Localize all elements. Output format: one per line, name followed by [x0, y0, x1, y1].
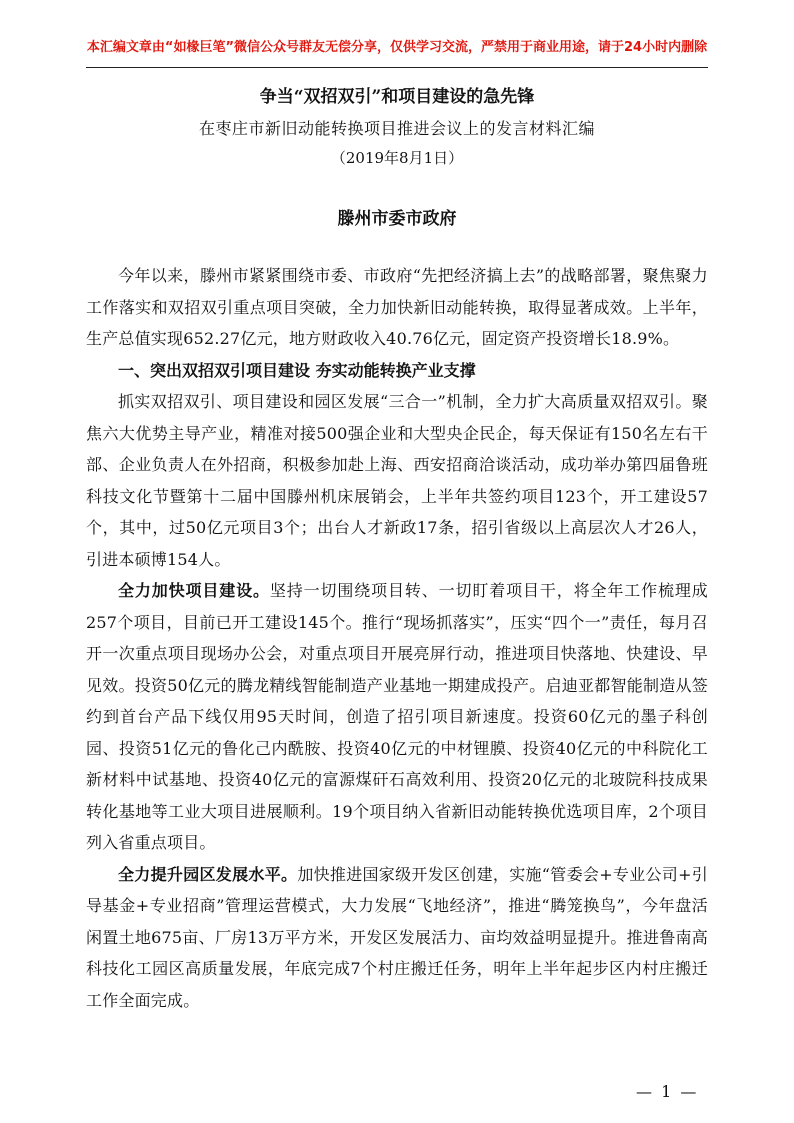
paragraph-lead: 全力提升园区发展水平。 — [118, 864, 298, 884]
section-heading: 一、突出双招双引项目建设 夯实动能转换产业支撑 — [118, 360, 476, 380]
document-body — [86, 260, 708, 1016]
disclaimer-banner: 本汇编文章由“如椽巨笔”微信公众号群友无偿分享，仅供学习交流，严禁用于商业用途，请于24小时内删除 — [86, 40, 708, 55]
paragraph-lead: 全力加快项目建设。 — [118, 581, 270, 600]
document-title: 争当“双招双引”和项目建设的急先锋 — [259, 87, 535, 107]
paragraph-intro: 今年以来，滕州市紧紧围绕市委、市政府“先把经济搞上去”的战略部署，聚焦聚力工作落实和双招双引重点项目突破，全力加快新旧动能转换，取得显著成效。上半年，生产总值实现652.27亿元，地方财政收入40.76亿元，固定资产投资增长18.9%。 — [86, 266, 708, 348]
document-date: （2019年8月1日） — [330, 149, 464, 167]
paragraph-parks — [86, 859, 708, 1017]
paragraph-text: 坚持一切围绕项目转、一切盯着项目干，将全年工作梳理成257个项目，目前已开工建设145个。推行“现场抓落实”，压实“四个一”责任，每月召开一次重点项目现场办公会，对重点项目开展亮屏行动，推进项目快落地、快建设、早见效。投资50亿元的腾龙精线智能制造产业基地一期建成投产。启迪亚都智能制造从签约到首台产品下线仅用95天时间，创造了招引项目新速度。投资60亿元的墨子科创园、投资51亿元的鲁化己内酰胺、投资40亿元的中材锂膜、投资40亿元的中科院化工新材料中试基地、投资40亿元的富源煤矸石高效利用、投资20亿元的北玻院科技成果转化基地等工业大项目进展顺利。19个项目纳入省新旧动能转换优选项目库，2个项目列入省重点项目。 — [86, 581, 708, 852]
document-subtitle: 在枣庄市新旧动能转换项目推进会议上的发言材料汇编 — [198, 119, 595, 138]
paragraph-projects — [86, 575, 708, 859]
page-number: — 1 — — [636, 1082, 699, 1101]
paragraph-investment: 抓实双招双引、项目建设和园区发展“三合一”机制，全力扩大高质量双招双引。聚焦六大优势主导产业，精准对接500强企业和大型央企民企，每天保证有150名左右干部、企业负责人在外招商，积极参加赴上海、西安招商洽谈活动，成功举办第四届鲁班科技文化节暨第十二届中国滕州机床展销会，上半年共签约项目123个，开工建设57个，其中，过50亿元项目3个；出台人才新政17条，招引省级以上高层次人才26人，引进本硕博154人。 — [86, 392, 708, 569]
paragraph-text: 加快推进国家级开发区创建，实施“管委会+专业公司+引导基金+专业招商”管理运营模式，大力发展“飞地经济”，推进“腾笼换鸟”，今年盘活闲置土地675亩、厂房13万平方米，开发区发展活力、亩均效益明显提升。推进鲁南高科技化工园区高质量发展，年底完成7个村庄搬迁任务，明年上半年起步区内村庄搬迁工作全面完成。 — [86, 864, 709, 1010]
document-author: 滕州市委市政府 — [337, 209, 457, 229]
header-rule — [86, 67, 708, 68]
